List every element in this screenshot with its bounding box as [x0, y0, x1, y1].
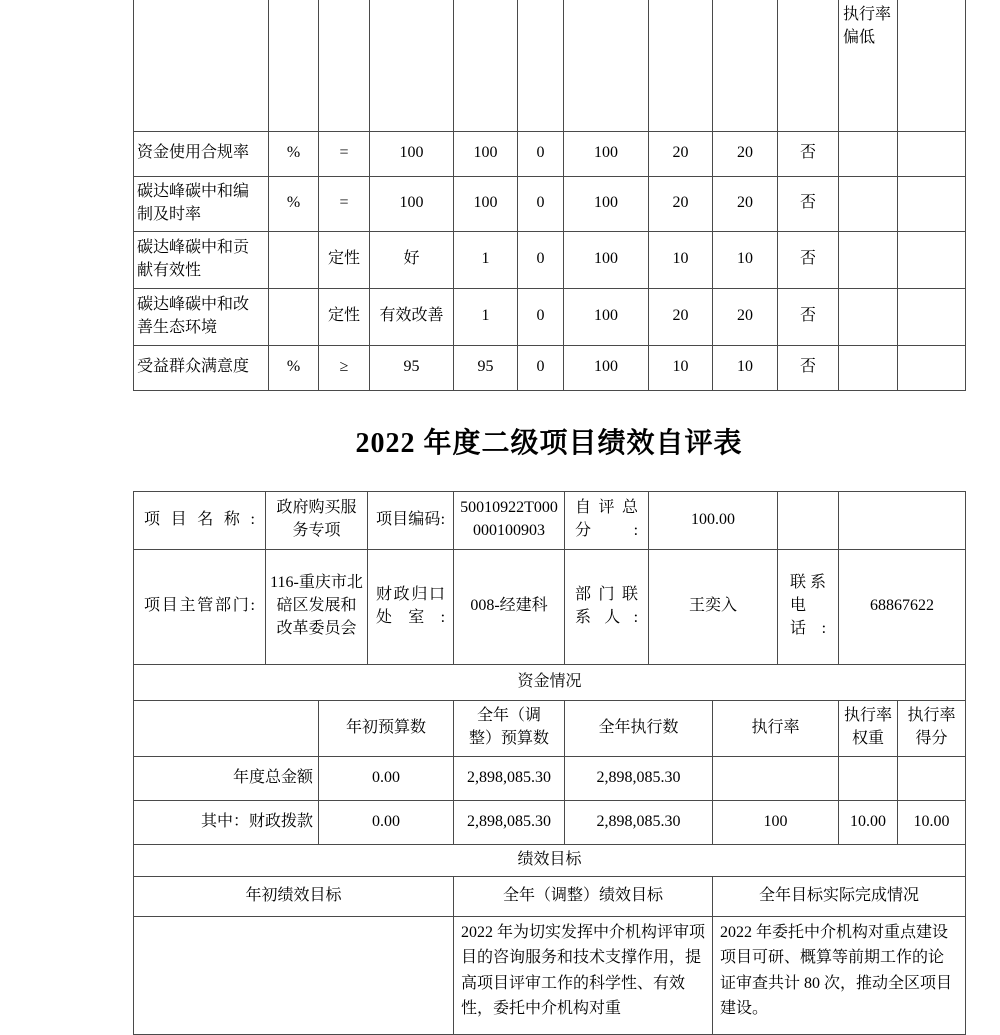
- value-cell: 10: [649, 231, 713, 288]
- value-cell: [898, 131, 966, 176]
- contact-label: 部门联系人:: [565, 549, 649, 664]
- funds-row-label: 其中：财政拨款: [134, 800, 319, 844]
- table-row: [134, 131, 966, 176]
- value-cell: 95: [454, 345, 518, 390]
- flag-cell: 否: [778, 345, 839, 390]
- project-code-value: 50010922T000000100903: [454, 491, 565, 549]
- empty-cell: [839, 491, 966, 549]
- value-cell: [839, 131, 898, 176]
- table-row: [134, 288, 966, 345]
- dept-value: 116-重庆市北碚区发展和改革委员会: [266, 549, 368, 664]
- column-header: 全年目标实际完成情况: [713, 876, 966, 916]
- funds-row-label: 年度总金额: [134, 756, 319, 800]
- value-cell: 1: [454, 231, 518, 288]
- value-cell: [839, 231, 898, 288]
- phone-label: 联系电话:: [778, 549, 839, 664]
- value-cell: [839, 345, 898, 390]
- adjusted-goal-cell: 2022 年为切实发挥中介机构评审项目的咨询服务和技术支撑作用，提高项目评审工作的科学性、有效性，委托中介机构对重: [454, 916, 713, 1034]
- goals-section-title: 绩效目标: [134, 844, 966, 876]
- value-cell: [713, 0, 778, 131]
- amount-cell: 10.00: [898, 800, 966, 844]
- table-row: [134, 231, 966, 288]
- office-value: 008-经建科: [454, 549, 565, 664]
- self-score-value: 100.00: [649, 491, 778, 549]
- indicator-name-cell: 碳达峰碳中和改善生态环境: [134, 288, 269, 345]
- value-cell: [370, 0, 454, 131]
- amount-cell: 100: [713, 800, 839, 844]
- table-row: [134, 756, 966, 800]
- value-cell: 0: [518, 231, 564, 288]
- operator-cell: 定性: [319, 288, 370, 345]
- value-cell: 10: [713, 345, 778, 390]
- project-name-label: 项目名称:: [134, 491, 266, 549]
- value-cell: 0: [518, 176, 564, 231]
- table-row: [134, 664, 966, 700]
- project-name-value: 政府购买服务专项: [266, 491, 368, 549]
- operator-cell: ≥: [319, 345, 370, 390]
- indicator-table: [133, 0, 966, 391]
- self-evaluation-table: [133, 491, 966, 1035]
- funds-section-title: 资金情况: [134, 664, 966, 700]
- column-header: 执行率得分: [898, 700, 966, 756]
- table-row: [134, 876, 966, 916]
- column-header: 执行率: [713, 700, 839, 756]
- value-cell: 100: [454, 131, 518, 176]
- column-header: 全年执行数: [565, 700, 713, 756]
- value-cell: 20: [713, 288, 778, 345]
- value-cell: 0: [518, 288, 564, 345]
- value-cell: 100: [564, 176, 649, 231]
- value-cell: [454, 0, 518, 131]
- amount-cell: 2,898,085.30: [565, 756, 713, 800]
- value-cell: 95: [370, 345, 454, 390]
- value-cell: 有效改善: [370, 288, 454, 345]
- amount-cell: 0.00: [319, 756, 454, 800]
- flag-cell: [778, 0, 839, 131]
- unit-cell: [269, 288, 319, 345]
- unit-cell: [269, 0, 319, 131]
- unit-cell: [269, 231, 319, 288]
- value-cell: [649, 0, 713, 131]
- indicator-name-cell: [134, 0, 269, 131]
- value-cell: 100: [370, 131, 454, 176]
- value-cell: 100: [564, 231, 649, 288]
- operator-cell: =: [319, 176, 370, 231]
- unit-cell: %: [269, 345, 319, 390]
- unit-cell: %: [269, 176, 319, 231]
- value-cell: 0: [518, 131, 564, 176]
- value-cell: 100: [454, 176, 518, 231]
- value-cell: 20: [713, 131, 778, 176]
- column-header: 年初绩效目标: [134, 876, 454, 916]
- table-row: [134, 345, 966, 390]
- deviation-note-cell: 执行率偏低: [839, 0, 898, 131]
- column-header: 年初预算数: [319, 700, 454, 756]
- value-cell: [898, 176, 966, 231]
- dept-label: 项目主管部门:: [134, 549, 266, 664]
- table-row: [134, 800, 966, 844]
- operator-cell: 定性: [319, 231, 370, 288]
- value-cell: 20: [649, 176, 713, 231]
- actual-completion-cell: 2022 年委托中介机构对重点建设项目可研、概算等前期工作的论证审查共计 80 次，推动全区项目建设。: [713, 916, 966, 1034]
- table-row: [134, 549, 966, 664]
- column-header: 执行率权重: [839, 700, 898, 756]
- value-cell: 0: [518, 345, 564, 390]
- amount-cell: [839, 756, 898, 800]
- value-cell: [898, 231, 966, 288]
- value-cell: 100: [564, 288, 649, 345]
- self-score-label: 自评总分:: [565, 491, 649, 549]
- value-cell: [518, 0, 564, 131]
- value-cell: [898, 0, 966, 131]
- column-header: 全年（调整）预算数: [454, 700, 565, 756]
- value-cell: [839, 288, 898, 345]
- flag-cell: 否: [778, 176, 839, 231]
- value-cell: 20: [713, 176, 778, 231]
- indicator-name-cell: 资金使用合规率: [134, 131, 269, 176]
- flag-cell: 否: [778, 288, 839, 345]
- amount-cell: [898, 756, 966, 800]
- amount-cell: 10.00: [839, 800, 898, 844]
- amount-cell: 2,898,085.30: [454, 756, 565, 800]
- indicator-name-cell: 碳达峰碳中和编制及时率: [134, 176, 269, 231]
- value-cell: [898, 345, 966, 390]
- operator-cell: =: [319, 131, 370, 176]
- phone-value: 68867622: [839, 549, 966, 664]
- flag-cell: 否: [778, 131, 839, 176]
- table-row: [134, 491, 966, 549]
- value-cell: 100: [564, 131, 649, 176]
- value-cell: 1: [454, 288, 518, 345]
- contact-value: 王奕入: [649, 549, 778, 664]
- amount-cell: 0.00: [319, 800, 454, 844]
- document-page: [133, 0, 965, 1035]
- table-row: [134, 844, 966, 876]
- amount-cell: 2,898,085.30: [454, 800, 565, 844]
- operator-cell: [319, 0, 370, 131]
- empty-cell: [778, 491, 839, 549]
- column-header: 全年（调整）绩效目标: [454, 876, 713, 916]
- empty-cell: [134, 700, 319, 756]
- initial-goal-cell: [134, 916, 454, 1034]
- value-cell: 好: [370, 231, 454, 288]
- flag-cell: 否: [778, 231, 839, 288]
- value-cell: 100: [370, 176, 454, 231]
- table-row: [134, 700, 966, 756]
- table-row: [134, 0, 966, 131]
- indicator-name-cell: 受益群众满意度: [134, 345, 269, 390]
- amount-cell: [713, 756, 839, 800]
- page-title: 2022 年度二级项目绩效自评表: [355, 427, 743, 459]
- unit-cell: %: [269, 131, 319, 176]
- value-cell: 10: [713, 231, 778, 288]
- value-cell: 20: [649, 288, 713, 345]
- title-band: [133, 391, 965, 491]
- indicator-name-cell: 碳达峰碳中和贡献有效性: [134, 231, 269, 288]
- value-cell: 10: [649, 345, 713, 390]
- value-cell: [898, 288, 966, 345]
- value-cell: 20: [649, 131, 713, 176]
- value-cell: [564, 0, 649, 131]
- office-label: 财政归口处室:: [368, 549, 454, 664]
- value-cell: [839, 176, 898, 231]
- value-cell: 100: [564, 345, 649, 390]
- project-code-label: 项目编码:: [368, 491, 454, 549]
- table-row: [134, 176, 966, 231]
- amount-cell: 2,898,085.30: [565, 800, 713, 844]
- table-row: [134, 916, 966, 1034]
